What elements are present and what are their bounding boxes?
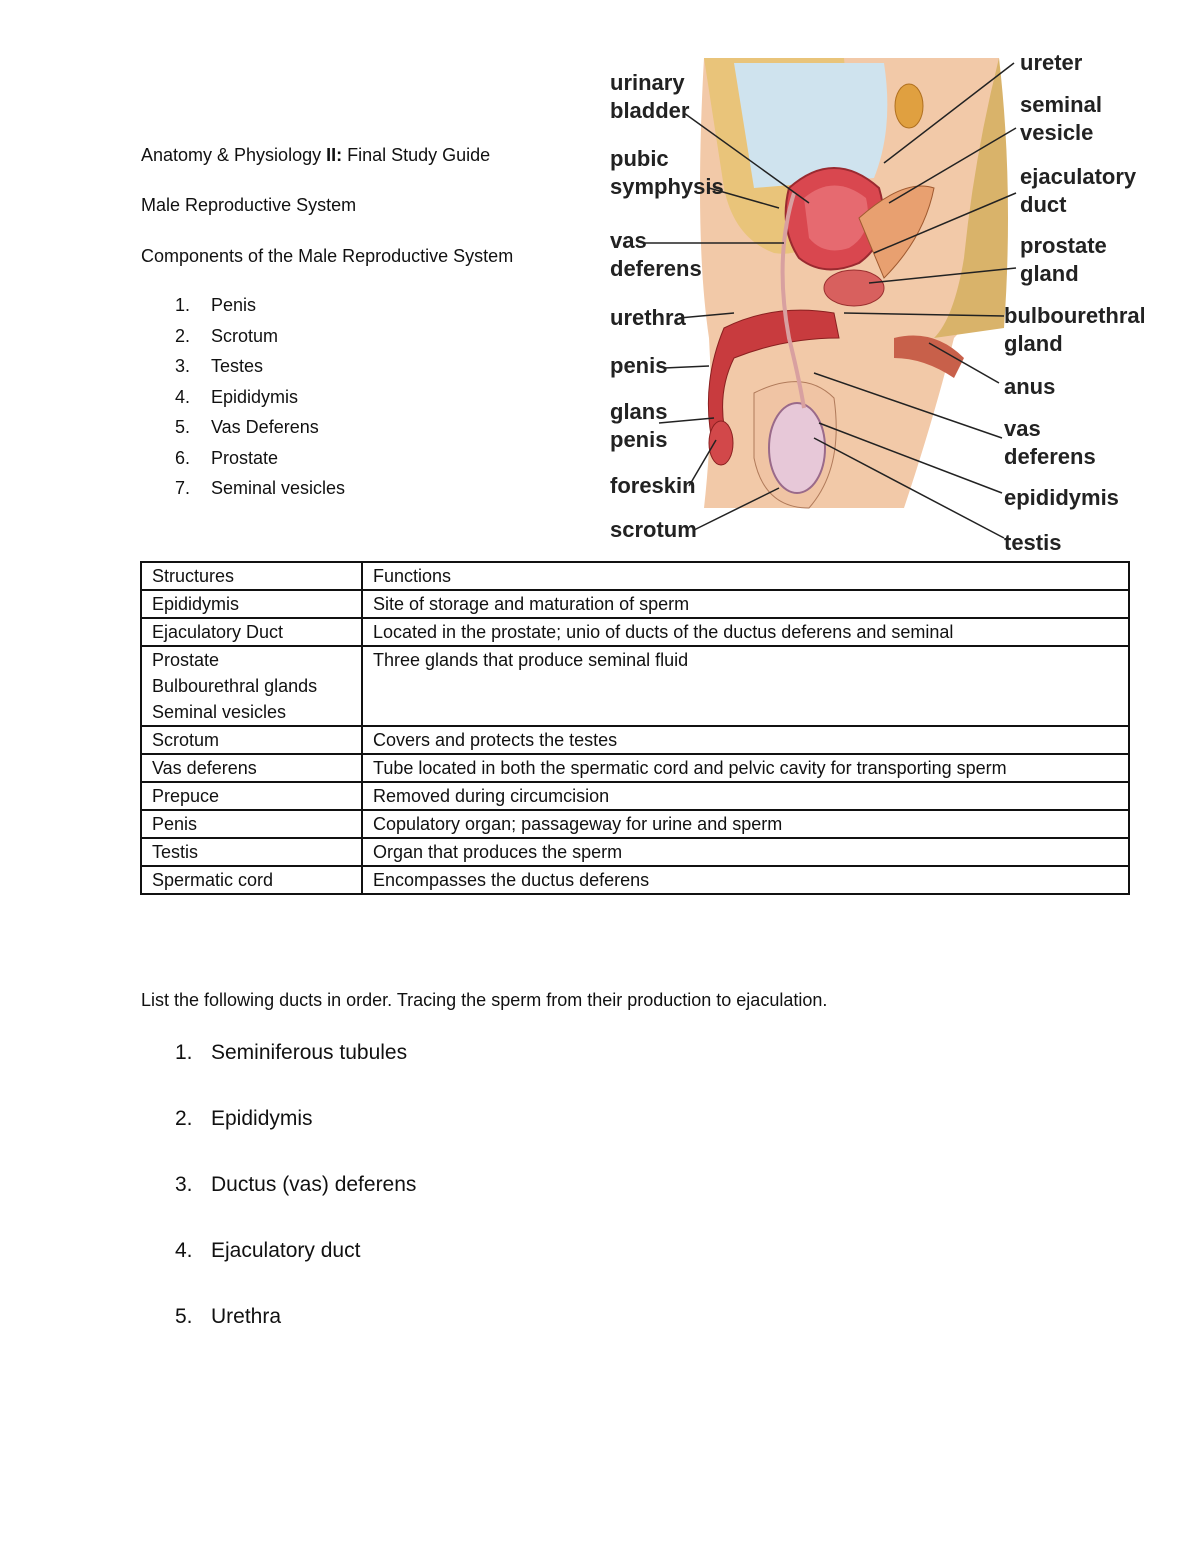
- label-urinary: urinary: [610, 70, 685, 95]
- list-item: 2. Epididymis: [175, 1107, 313, 1130]
- ducts-list: [141, 1036, 416, 1366]
- function-cell: Encompasses the ductus deferens: [362, 866, 1129, 894]
- title-suffix: Final Study Guide: [342, 145, 491, 165]
- structure-line: Bulbourethral glands: [152, 676, 318, 696]
- label-pubic: pubic: [610, 146, 669, 171]
- structure-cell: Vas deferens: [141, 754, 362, 782]
- label-foreskin: foreskin: [610, 473, 696, 498]
- list-item: 1. Penis: [175, 295, 257, 315]
- structure-cell: Scrotum: [141, 726, 362, 754]
- structures-functions-table: [140, 561, 1130, 895]
- document-title: [141, 145, 490, 166]
- function-cell: Organ that produces the sperm: [362, 838, 1129, 866]
- header-structures: Structures: [141, 562, 362, 590]
- components-heading: Components of the Male Reproductive System: [141, 246, 514, 266]
- section-subtitle: Male Reproductive System: [141, 195, 357, 215]
- table-row: [141, 838, 1129, 866]
- list-item: 2. Scrotum: [175, 325, 279, 346]
- list-item: 1. Seminiferous tubules: [175, 1041, 408, 1064]
- structure-cell: [141, 646, 362, 726]
- structure-cell: Prepuce: [141, 782, 362, 810]
- list-item: 7. Seminal vesicles: [175, 478, 346, 498]
- reproductive-anatomy-figure: [604, 38, 1144, 558]
- label-scrotum: scrotum: [610, 517, 697, 542]
- label-vas-left: vas: [610, 228, 647, 253]
- label-testis: testis: [1004, 530, 1062, 555]
- table-row: [141, 646, 1129, 726]
- label-anus: anus: [1004, 374, 1056, 399]
- structure-cell: Epididymis: [141, 590, 362, 618]
- function-cell: Located in the prostate; unio of ducts of the ductus deferens and seminal: [362, 618, 1129, 646]
- label-urethra: urethra: [610, 305, 686, 330]
- table-row: [141, 754, 1129, 782]
- structure-line: Prostate: [152, 650, 220, 670]
- ducts-instruction: List the following ducts in order. Tracing the sperm from their production to ejaculation.: [141, 990, 828, 1010]
- function-cell: Removed during circumcision: [362, 782, 1129, 810]
- label-seminal: seminal: [1020, 92, 1102, 117]
- header-functions: Functions: [362, 562, 1129, 590]
- label-prostate: prostate: [1020, 233, 1107, 258]
- function-cell: Tube located in both the spermatic cord and pelvic cavity for transporting sperm: [362, 754, 1129, 782]
- structure-cell: Testis: [141, 838, 362, 866]
- label-glans: glans: [610, 399, 668, 424]
- title-prefix: Anatomy & Physiology: [141, 145, 327, 165]
- list-item: 6. Prostate: [175, 447, 279, 468]
- label-glans-penis: penis: [610, 427, 668, 452]
- label-bulbourethral-gland: gland: [1004, 331, 1063, 356]
- label-epididymis: epididymis: [1004, 485, 1119, 510]
- function-cell: Copulatory organ; passageway for urine and sperm: [362, 810, 1129, 838]
- structure-cell: Penis: [141, 810, 362, 838]
- table-row: [141, 810, 1129, 838]
- table-row: [141, 866, 1129, 894]
- list-item: 4. Ejaculatory duct: [175, 1239, 361, 1262]
- table-header-row: [141, 562, 1129, 590]
- function-cell: Covers and protects the testes: [362, 726, 1129, 754]
- label-vas-right: vas: [1004, 416, 1041, 441]
- label-ureter: ureter: [1020, 50, 1083, 75]
- function-cell: Three glands that produce seminal fluid: [362, 646, 1129, 726]
- list-item: 3. Testes: [175, 356, 264, 376]
- label-deferens-right: deferens: [1004, 444, 1096, 469]
- label-penis: penis: [610, 353, 668, 378]
- table-row: [141, 782, 1129, 810]
- structure-line: Seminal vesicles: [152, 702, 287, 722]
- label-gland: gland: [1020, 261, 1079, 286]
- label-ejaculatory: ejaculatory: [1020, 164, 1137, 189]
- label-deferens-left: deferens: [610, 256, 702, 281]
- label-symphysis: symphysis: [610, 174, 724, 199]
- table-row: [141, 590, 1129, 618]
- list-item: 3. Ductus (vas) deferens: [175, 1173, 417, 1196]
- title-bold: II:: [326, 145, 343, 165]
- label-bladder: bladder: [610, 98, 690, 123]
- table-row: [141, 618, 1129, 646]
- label-duct: duct: [1020, 192, 1067, 217]
- components-list: [141, 290, 345, 504]
- table-row: [141, 726, 1129, 754]
- label-vesicle: vesicle: [1020, 120, 1094, 145]
- label-bulbourethral: bulbourethral: [1004, 303, 1144, 328]
- anatomy-illustration: [604, 38, 1144, 558]
- list-item: 4. Epididymis: [175, 386, 299, 407]
- function-cell: Site of storage and maturation of sperm: [362, 590, 1129, 618]
- list-item: 5. Urethra: [175, 1305, 282, 1328]
- list-item: 5. Vas Deferens: [175, 417, 319, 437]
- structure-cell: Ejaculatory Duct: [141, 618, 362, 646]
- structure-cell: Spermatic cord: [141, 866, 362, 894]
